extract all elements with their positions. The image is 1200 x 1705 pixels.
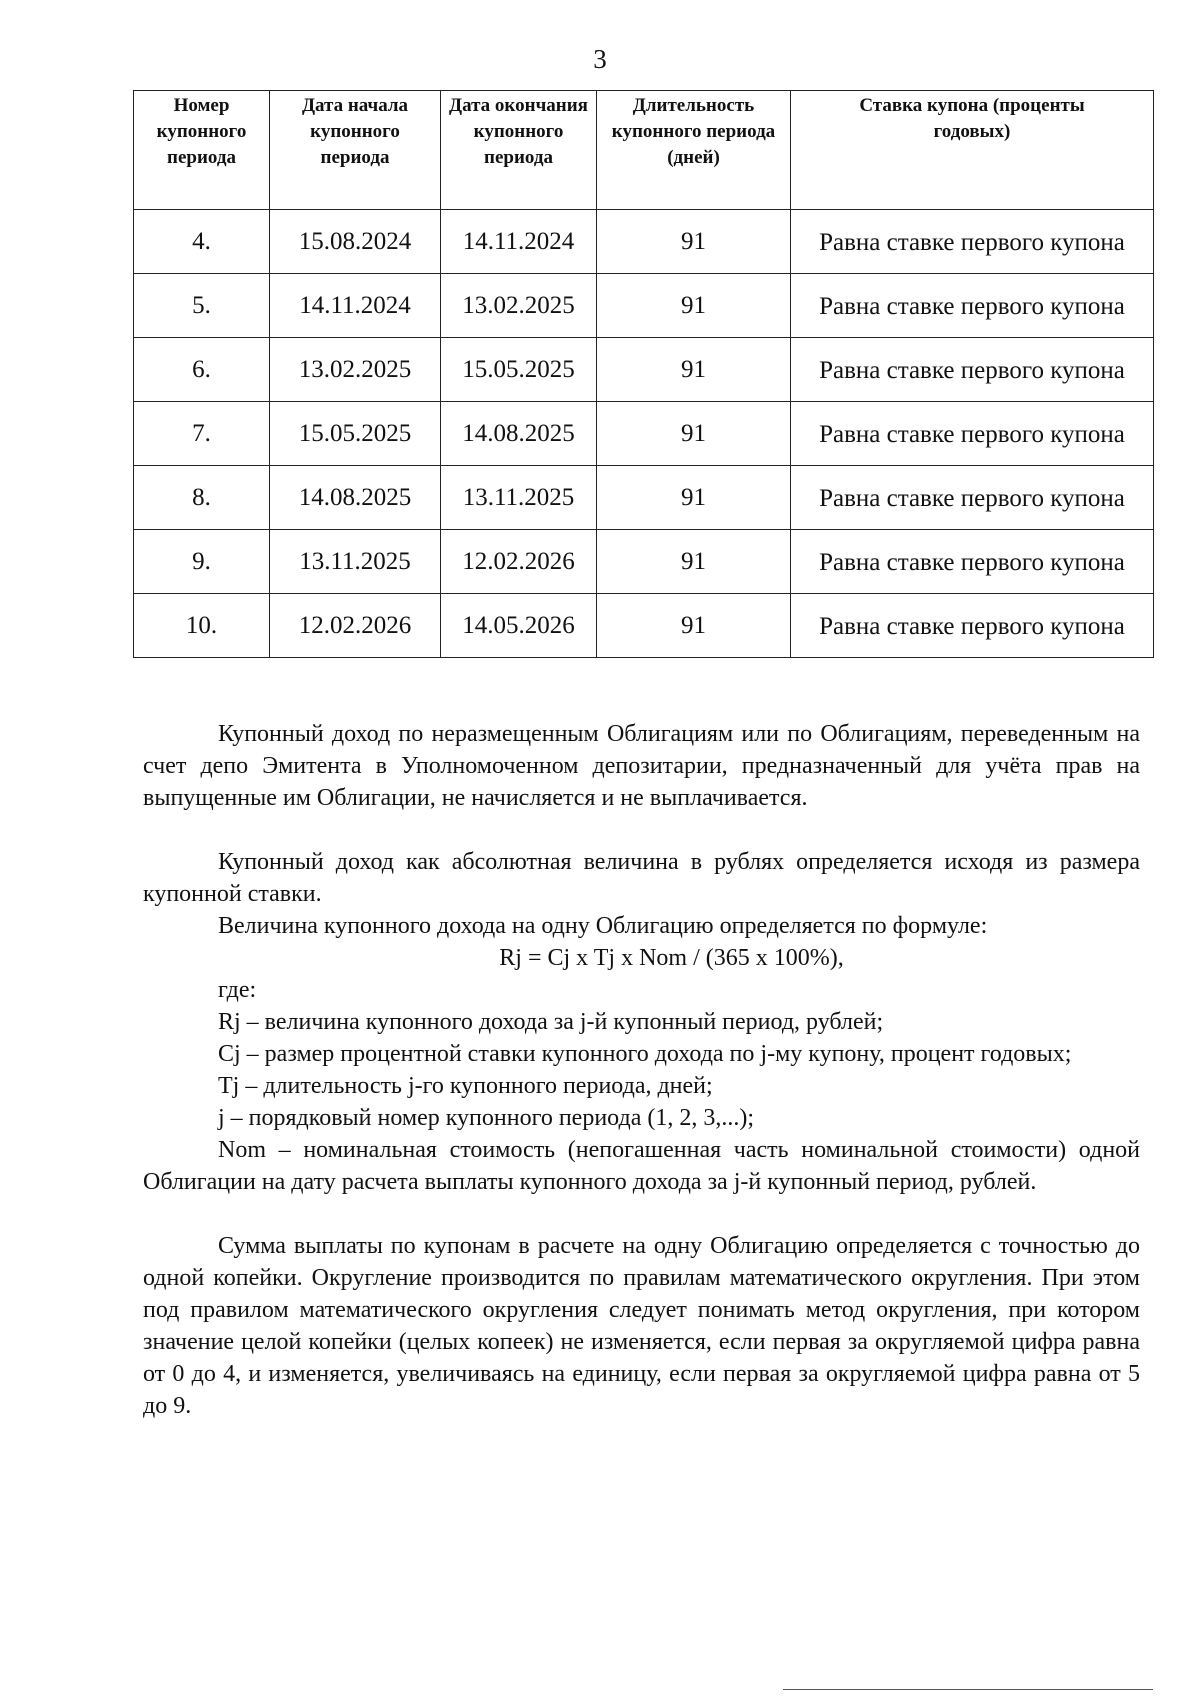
cell-rate: Равна ставке первого купона xyxy=(791,402,1154,466)
where-label: где: xyxy=(218,977,257,1003)
definition-cj: Cj – размер процентной ставки купонного дохода по j-му купону, процент годовых; xyxy=(218,1041,1072,1067)
cell-start-date: 12.02.2026 xyxy=(270,594,441,658)
body-text xyxy=(143,718,1140,1422)
header-end-date: Дата окончания купонного периода xyxy=(441,91,597,210)
cell-days: 91 xyxy=(597,594,791,658)
cell-end-date: 14.08.2025 xyxy=(441,402,597,466)
cell-number: 10. xyxy=(134,594,270,658)
table-row xyxy=(134,466,1154,530)
table-row xyxy=(134,274,1154,338)
footer-divider xyxy=(783,1689,1153,1690)
coupon-schedule-table xyxy=(133,90,1154,658)
cell-days: 91 xyxy=(597,530,791,594)
cell-days: 91 xyxy=(597,338,791,402)
cell-start-date: 13.02.2025 xyxy=(270,338,441,402)
header-coupon-rate: Ставка купона (проценты годовых) xyxy=(791,91,1154,210)
paragraph-rounding: Сумма выплаты по купонам в расчете на одну Облигацию определяется с точностью до одной копейки. Округление производится по правилам математического округления. При этом под правилом математического округления следует понимать метод округления, при котором значение целой копейки (целых копеек) не изменяется, если первая за округляемой цифра равна от 0 до 4, и изменяется, увеличиваясь на единицу, если первая за округляемой цифра равна от 5 до 9. xyxy=(143,1233,1140,1419)
header-coupon-number: Номер купонного периода xyxy=(134,91,270,210)
coupon-formula: Rj = Cj x Tj x Nom / (365 x 100%), xyxy=(499,945,844,971)
cell-start-date: 14.11.2024 xyxy=(270,274,441,338)
paragraph-formula-intro: Величина купонного дохода на одну Облигацию определяется по формуле: xyxy=(218,913,988,939)
cell-rate: Равна ставке первого купона xyxy=(791,594,1154,658)
header-start-date: Дата начала купонного периода xyxy=(270,91,441,210)
definition-rj: Rj – величина купонного дохода за j-й купонный период, рублей; xyxy=(218,1009,884,1035)
cell-end-date: 15.05.2025 xyxy=(441,338,597,402)
table-row xyxy=(134,594,1154,658)
cell-days: 91 xyxy=(597,274,791,338)
definition-nom: Nom – номинальная стоимость (непогашенная часть номинальной стоимости) одной Облигации на дату расчета выплаты купонного дохода за j-й купонный период, рублей. xyxy=(143,1137,1140,1195)
table-row xyxy=(134,338,1154,402)
cell-end-date: 13.11.2025 xyxy=(441,466,597,530)
header-duration: Длительность купонного периода (дней) xyxy=(597,91,791,210)
cell-end-date: 13.02.2025 xyxy=(441,274,597,338)
cell-rate: Равна ставке первого купона xyxy=(791,338,1154,402)
table-row xyxy=(134,530,1154,594)
cell-days: 91 xyxy=(597,402,791,466)
table-row xyxy=(134,402,1154,466)
cell-start-date: 14.08.2025 xyxy=(270,466,441,530)
cell-days: 91 xyxy=(597,210,791,274)
cell-number: 4. xyxy=(134,210,270,274)
cell-end-date: 12.02.2026 xyxy=(441,530,597,594)
cell-days: 91 xyxy=(597,466,791,530)
cell-number: 8. xyxy=(134,466,270,530)
table-row xyxy=(134,210,1154,274)
cell-start-date: 13.11.2025 xyxy=(270,530,441,594)
definition-tj: Tj – длительность j-го купонного периода, дней; xyxy=(218,1073,713,1099)
paragraph-absolute-value: Купонный доход как абсолютная величина в рублях определяется исходя из размера купонной ставки. xyxy=(143,849,1140,907)
cell-start-date: 15.08.2024 xyxy=(270,210,441,274)
cell-number: 6. xyxy=(134,338,270,402)
paragraph-unplaced-bonds: Купонный доход по неразмещенным Облигациям или по Облигациям, переведенным на счет депо Эмитента в Уполномоченном депозитарии, предназначенный для учёта прав на выпущенные им Облигации, не начисляется и не выплачивается. xyxy=(143,721,1140,811)
cell-rate: Равна ставке первого купона xyxy=(791,466,1154,530)
cell-end-date: 14.05.2026 xyxy=(441,594,597,658)
cell-start-date: 15.05.2025 xyxy=(270,402,441,466)
cell-number: 7. xyxy=(134,402,270,466)
cell-number: 5. xyxy=(134,274,270,338)
cell-rate: Равна ставке первого купона xyxy=(791,530,1154,594)
cell-rate: Равна ставке первого купона xyxy=(791,274,1154,338)
cell-number: 9. xyxy=(134,530,270,594)
cell-rate: Равна ставке первого купона xyxy=(791,210,1154,274)
table-header-row xyxy=(134,91,1154,210)
page-number: 3 xyxy=(593,44,607,74)
definition-j: j – порядковый номер купонного периода (1, 2, 3,...); xyxy=(218,1105,754,1131)
cell-end-date: 14.11.2024 xyxy=(441,210,597,274)
